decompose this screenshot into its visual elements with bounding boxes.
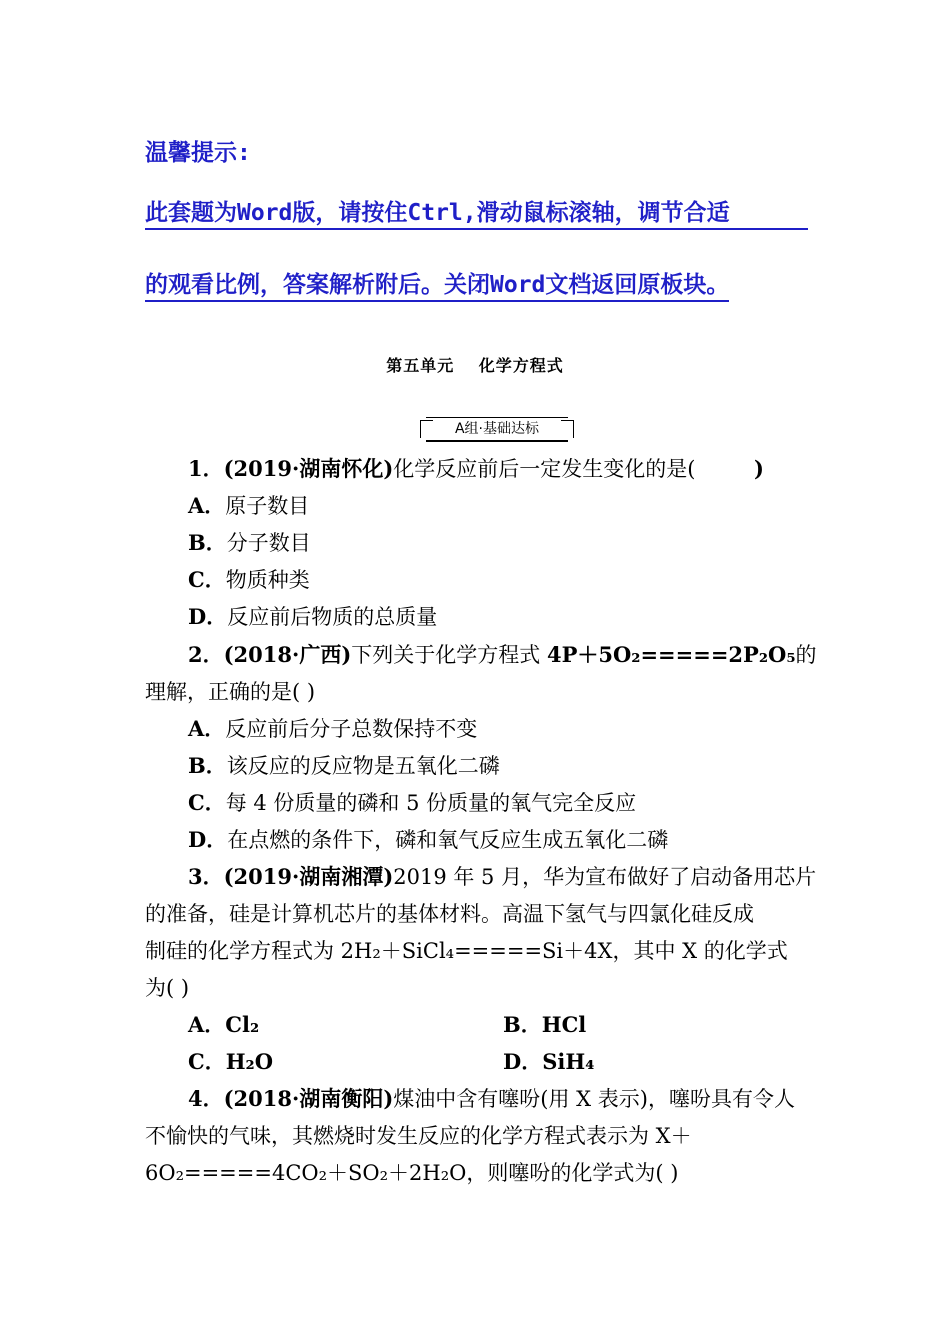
option-letter: C． <box>188 567 226 592</box>
option-text: 分子数目 <box>226 531 311 555</box>
q1-option-d <box>188 602 437 632</box>
q3-option-d <box>503 1047 594 1077</box>
q2-source: (2018·广西) <box>223 642 352 667</box>
q3-num: 3． <box>188 864 224 889</box>
option-text: 反应前后物质的总质量 <box>227 605 438 629</box>
q2-text-end: 的 <box>795 643 817 667</box>
q1-source: (2019·湖南怀化) <box>223 456 394 481</box>
q3-option-c <box>188 1047 273 1077</box>
option-text: 该反应的反应物是五氧化二磷 <box>226 754 500 778</box>
q1-option-b <box>188 528 311 558</box>
q3-source: (2019·湖南湘潭) <box>223 864 394 889</box>
q1-text: 化学反应前后一定发生变化的是( <box>393 457 696 481</box>
option-text: HCl <box>541 1012 587 1037</box>
option-letter: C． <box>188 790 226 815</box>
unit-title: 第五单元 化学方程式 <box>386 356 564 375</box>
q2-option-b <box>188 751 500 781</box>
option-text: 反应前后分子总数保持不变 <box>225 717 478 741</box>
option-letter: A． <box>188 1012 226 1037</box>
q2-equation: 4P＋5O₂=====2P₂O₅ <box>546 642 796 667</box>
q4-stem-line2: 不愉快的气味，其燃烧时发生反应的化学方程式表示为 X＋ <box>145 1124 692 1148</box>
option-letter: D． <box>188 827 228 852</box>
q1-option-c <box>188 565 310 595</box>
option-letter: A． <box>188 716 226 741</box>
q1-blank: ) <box>695 456 764 481</box>
q1-stem <box>188 454 764 484</box>
q1-option-a <box>188 491 309 521</box>
q4-source: (2018·湖南衡阳) <box>223 1086 394 1111</box>
option-text: H₂O <box>225 1049 274 1074</box>
tip-title: 温馨提示: <box>145 140 251 166</box>
q3-stem-line3: 制硅的化学方程式为 2H₂＋SiCl₄=====Si＋4X，其中 X 的化学式 <box>145 939 788 963</box>
q2-stem-line2: 理解，正确的是( ) <box>145 680 316 704</box>
option-letter: B． <box>503 1012 542 1037</box>
q4-stem <box>188 1084 795 1114</box>
option-text: 物质种类 <box>225 568 310 592</box>
q3-stem-line2: 的准备，硅是计算机芯片的基体材料。高温下氢气与四氯化硅反成 <box>145 902 754 926</box>
tip-line-2[interactable]: 的观看比例，答案解析附后。关闭Word文档返回原板块。 <box>145 270 729 302</box>
tip-line-1[interactable]: 此套题为Word版，请按住Ctrl,滑动鼠标滚轴，调节合适 <box>145 198 808 230</box>
q3-stem-line4: 为( ) <box>145 976 190 1000</box>
q2-text: 下列关于化学方程式 <box>351 643 547 667</box>
option-letter: C． <box>188 1049 226 1074</box>
option-letter: A． <box>188 493 226 518</box>
q2-option-d <box>188 825 668 855</box>
option-letter: D． <box>188 604 228 629</box>
q4-text: 煤油中含有噻吩(用 X 表示)，噻吩具有令人 <box>393 1087 795 1111</box>
q3-text: 2019 年 5 月，华为宣布做好了启动备用芯片 <box>393 865 817 889</box>
option-letter: B． <box>188 753 227 778</box>
option-text: Cl₂ <box>225 1012 260 1037</box>
group-label: A组·基础达标 <box>426 417 568 442</box>
q4-num: 4． <box>188 1086 224 1111</box>
q3-option-a <box>188 1010 259 1040</box>
q2-stem <box>188 640 817 670</box>
option-letter: B． <box>188 530 227 555</box>
q2-option-a <box>188 714 477 744</box>
option-text: 在点燃的条件下，磷和氧气反应生成五氧化二磷 <box>227 828 669 852</box>
option-text: 原子数目 <box>225 494 310 518</box>
q1-num: 1． <box>188 456 224 481</box>
q3-option-b <box>503 1010 586 1040</box>
option-letter: D． <box>503 1049 543 1074</box>
q3-stem <box>188 862 816 892</box>
option-text: SiH₄ <box>542 1049 595 1074</box>
q4-stem-line3: 6O₂=====4CO₂＋SO₂＋2H₂O，则噻吩的化学式为( ) <box>145 1161 679 1185</box>
option-text: 每 4 份质量的磷和 5 份质量的氧气完全反应 <box>225 791 637 815</box>
q2-num: 2． <box>188 642 224 667</box>
q2-option-c <box>188 788 636 818</box>
